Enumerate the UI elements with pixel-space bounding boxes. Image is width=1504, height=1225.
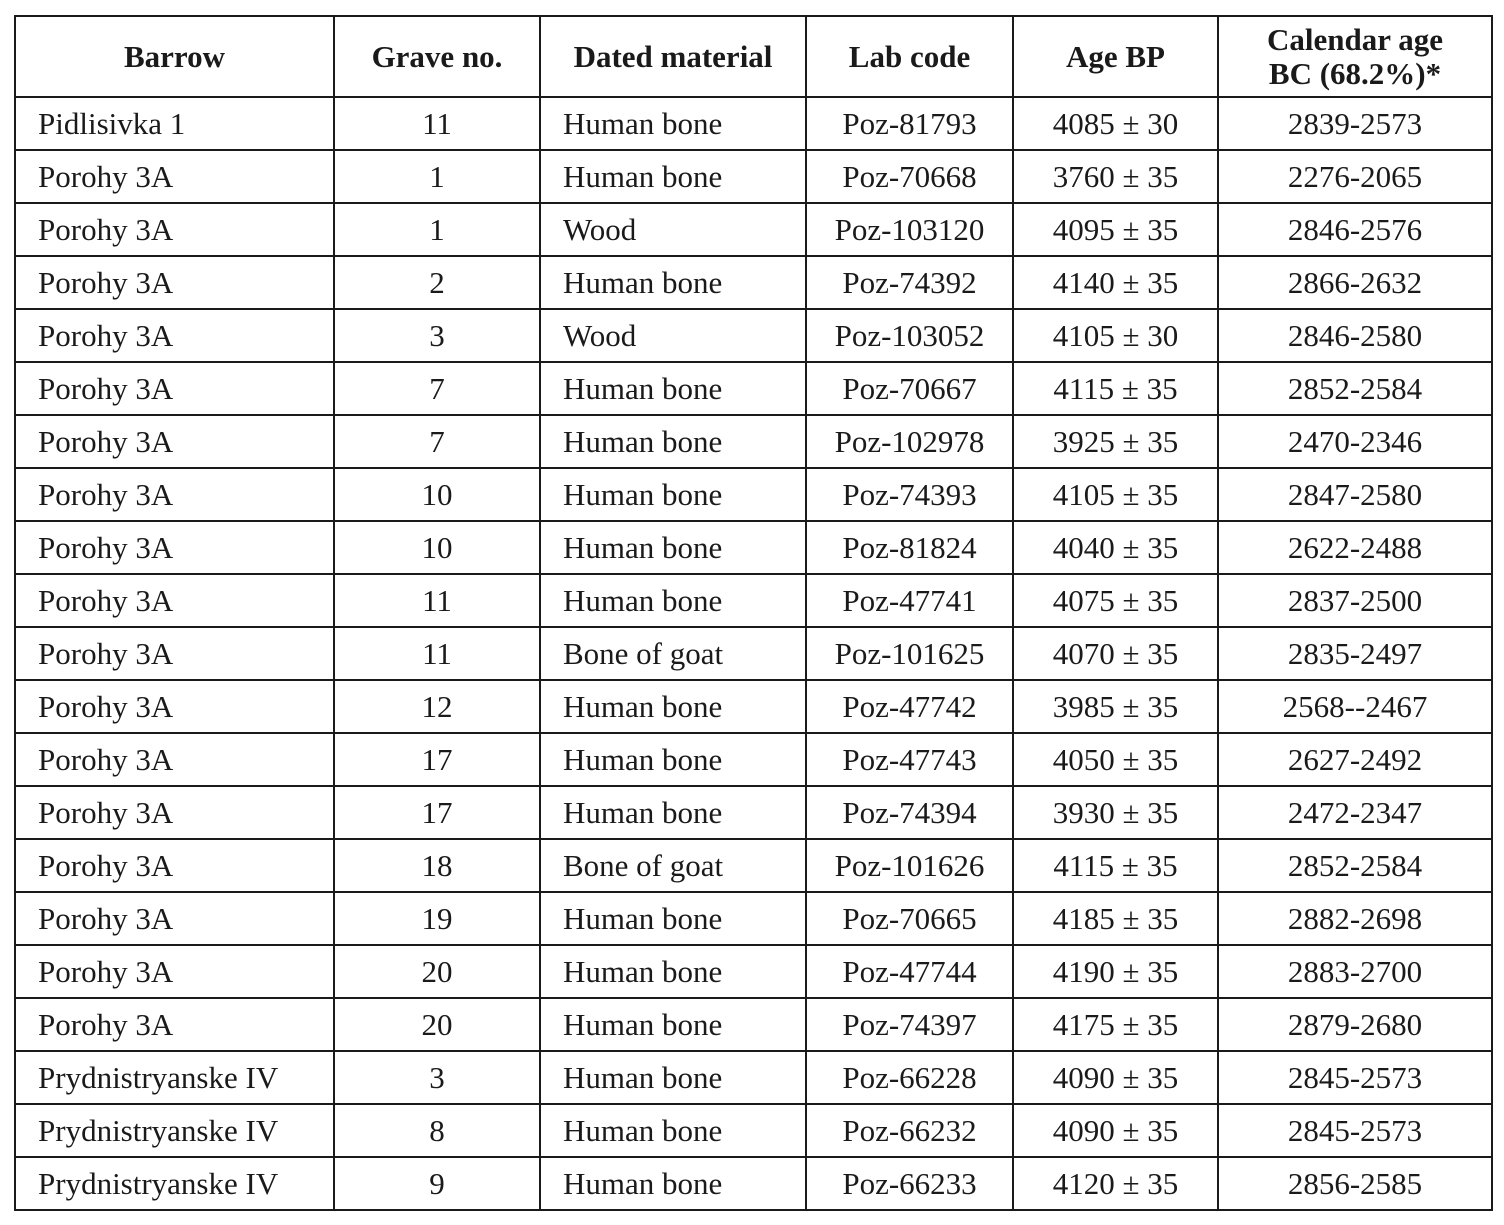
cell-age-bp: 3985 ± 35: [1013, 680, 1218, 733]
cell-age-bp: 4115 ± 35: [1013, 839, 1218, 892]
cell-grave-no: 20: [334, 998, 540, 1051]
cell-lab-code: Poz-66228: [806, 1051, 1013, 1104]
cell-grave-no: 20: [334, 945, 540, 998]
cell-grave-no: 17: [334, 733, 540, 786]
cell-calendar-age: 2845-2573: [1218, 1104, 1492, 1157]
cell-barrow: Porohy 3A: [15, 521, 334, 574]
header-grave-no: Grave no.: [334, 16, 540, 97]
cell-grave-no: 3: [334, 309, 540, 362]
header-barrow: Barrow: [15, 16, 334, 97]
cell-calendar-age: 2627-2492: [1218, 733, 1492, 786]
cell-barrow: Porohy 3A: [15, 680, 334, 733]
cell-lab-code: Poz-74394: [806, 786, 1013, 839]
header-calendar-line1: Calendar age: [1267, 21, 1443, 57]
cell-lab-code: Poz-81824: [806, 521, 1013, 574]
cell-barrow: Porohy 3A: [15, 256, 334, 309]
cell-age-bp: 4120 ± 35: [1013, 1157, 1218, 1210]
cell-age-bp: 4070 ± 35: [1013, 627, 1218, 680]
cell-calendar-age: 2845-2573: [1218, 1051, 1492, 1104]
cell-grave-no: 10: [334, 468, 540, 521]
cell-dated-material: Human bone: [540, 521, 806, 574]
cell-calendar-age: 2852-2584: [1218, 362, 1492, 415]
cell-lab-code: Poz-66232: [806, 1104, 1013, 1157]
table-row: [15, 839, 1492, 892]
cell-grave-no: 18: [334, 839, 540, 892]
cell-grave-no: 11: [334, 627, 540, 680]
cell-calendar-age: 2883-2700: [1218, 945, 1492, 998]
header-dated-material: Dated material: [540, 16, 806, 97]
cell-dated-material: Human bone: [540, 892, 806, 945]
cell-age-bp: 4105 ± 35: [1013, 468, 1218, 521]
cell-calendar-age: 2839-2573: [1218, 97, 1492, 150]
header-calendar-line2: BC (68.2%)*: [1268, 55, 1442, 91]
cell-lab-code: Poz-81793: [806, 97, 1013, 150]
cell-grave-no: 10: [334, 521, 540, 574]
cell-age-bp: 3930 ± 35: [1013, 786, 1218, 839]
cell-dated-material: Human bone: [540, 786, 806, 839]
radiocarbon-dates-table: [14, 15, 1493, 1211]
cell-age-bp: 3925 ± 35: [1013, 415, 1218, 468]
cell-lab-code: Poz-47744: [806, 945, 1013, 998]
cell-dated-material: Human bone: [540, 1157, 806, 1210]
cell-dated-material: Human bone: [540, 150, 806, 203]
cell-barrow: Porohy 3A: [15, 733, 334, 786]
cell-grave-no: 2: [334, 256, 540, 309]
table-row: [15, 415, 1492, 468]
table-row: [15, 468, 1492, 521]
cell-dated-material: Human bone: [540, 415, 806, 468]
cell-lab-code: Poz-70667: [806, 362, 1013, 415]
cell-age-bp: 4115 ± 35: [1013, 362, 1218, 415]
cell-age-bp: 4190 ± 35: [1013, 945, 1218, 998]
cell-barrow: Porohy 3A: [15, 150, 334, 203]
cell-dated-material: Human bone: [540, 468, 806, 521]
cell-calendar-age: 2856-2585: [1218, 1157, 1492, 1210]
cell-grave-no: 1: [334, 150, 540, 203]
cell-age-bp: 4105 ± 30: [1013, 309, 1218, 362]
table-header: [15, 16, 1492, 97]
cell-calendar-age: 2846-2580: [1218, 309, 1492, 362]
cell-grave-no: 11: [334, 574, 540, 627]
cell-dated-material: Human bone: [540, 1104, 806, 1157]
cell-dated-material: Human bone: [540, 362, 806, 415]
cell-dated-material: Wood: [540, 203, 806, 256]
table-row: [15, 945, 1492, 998]
table-row: [15, 256, 1492, 309]
table-row: [15, 1051, 1492, 1104]
cell-age-bp: 4090 ± 35: [1013, 1104, 1218, 1157]
cell-barrow: Porohy 3A: [15, 786, 334, 839]
cell-barrow: Porohy 3A: [15, 998, 334, 1051]
cell-calendar-age: 2568--2467: [1218, 680, 1492, 733]
cell-dated-material: Human bone: [540, 945, 806, 998]
cell-calendar-age: 2622-2488: [1218, 521, 1492, 574]
table-row: [15, 892, 1492, 945]
cell-lab-code: Poz-47741: [806, 574, 1013, 627]
cell-age-bp: 4140 ± 35: [1013, 256, 1218, 309]
cell-lab-code: Poz-103120: [806, 203, 1013, 256]
cell-dated-material: Human bone: [540, 1051, 806, 1104]
cell-age-bp: 4075 ± 35: [1013, 574, 1218, 627]
table-row: [15, 680, 1492, 733]
cell-calendar-age: 2866-2632: [1218, 256, 1492, 309]
table-row: [15, 1157, 1492, 1210]
header-calendar-age: [1218, 16, 1492, 97]
cell-calendar-age: 2837-2500: [1218, 574, 1492, 627]
cell-age-bp: 4085 ± 30: [1013, 97, 1218, 150]
cell-age-bp: 4090 ± 35: [1013, 1051, 1218, 1104]
cell-lab-code: Poz-74392: [806, 256, 1013, 309]
header-lab-code: Lab code: [806, 16, 1013, 97]
cell-dated-material: Human bone: [540, 733, 806, 786]
cell-age-bp: 4040 ± 35: [1013, 521, 1218, 574]
cell-calendar-age: 2470-2346: [1218, 415, 1492, 468]
cell-barrow: Porohy 3A: [15, 203, 334, 256]
cell-calendar-age: 2835-2497: [1218, 627, 1492, 680]
cell-dated-material: Human bone: [540, 998, 806, 1051]
table-row: [15, 574, 1492, 627]
cell-grave-no: 12: [334, 680, 540, 733]
table-row: [15, 1104, 1492, 1157]
header-age-bp: Age BP: [1013, 16, 1218, 97]
cell-lab-code: Poz-47742: [806, 680, 1013, 733]
cell-grave-no: 3: [334, 1051, 540, 1104]
cell-calendar-age: 2847-2580: [1218, 468, 1492, 521]
cell-barrow: Porohy 3A: [15, 574, 334, 627]
table-row: [15, 733, 1492, 786]
cell-calendar-age: 2276-2065: [1218, 150, 1492, 203]
table-row: [15, 309, 1492, 362]
table-row: [15, 521, 1492, 574]
cell-grave-no: 7: [334, 362, 540, 415]
cell-barrow: Porohy 3A: [15, 892, 334, 945]
cell-lab-code: Poz-74393: [806, 468, 1013, 521]
cell-dated-material: Human bone: [540, 574, 806, 627]
cell-barrow: Prydnistryanske IV: [15, 1051, 334, 1104]
table-row: [15, 150, 1492, 203]
cell-dated-material: Human bone: [540, 97, 806, 150]
cell-calendar-age: 2882-2698: [1218, 892, 1492, 945]
cell-lab-code: Poz-70665: [806, 892, 1013, 945]
cell-barrow: Porohy 3A: [15, 362, 334, 415]
cell-grave-no: 7: [334, 415, 540, 468]
cell-lab-code: Poz-47743: [806, 733, 1013, 786]
cell-grave-no: 17: [334, 786, 540, 839]
table-row: [15, 998, 1492, 1051]
cell-lab-code: Poz-102978: [806, 415, 1013, 468]
cell-grave-no: 1: [334, 203, 540, 256]
table-row: [15, 203, 1492, 256]
cell-lab-code: Poz-74397: [806, 998, 1013, 1051]
table-row: [15, 97, 1492, 150]
table-row: [15, 362, 1492, 415]
cell-barrow: Prydnistryanske IV: [15, 1104, 334, 1157]
cell-grave-no: 9: [334, 1157, 540, 1210]
cell-barrow: Pidlisivka 1: [15, 97, 334, 150]
cell-barrow: Porohy 3A: [15, 627, 334, 680]
cell-calendar-age: 2852-2584: [1218, 839, 1492, 892]
cell-barrow: Prydnistryanske IV: [15, 1157, 334, 1210]
cell-age-bp: 3760 ± 35: [1013, 150, 1218, 203]
cell-barrow: Porohy 3A: [15, 415, 334, 468]
cell-lab-code: Poz-101625: [806, 627, 1013, 680]
cell-age-bp: 4175 ± 35: [1013, 998, 1218, 1051]
cell-lab-code: Poz-70668: [806, 150, 1013, 203]
cell-grave-no: 8: [334, 1104, 540, 1157]
cell-age-bp: 4095 ± 35: [1013, 203, 1218, 256]
cell-dated-material: Bone of goat: [540, 839, 806, 892]
cell-barrow: Porohy 3A: [15, 309, 334, 362]
cell-calendar-age: 2846-2576: [1218, 203, 1492, 256]
cell-age-bp: 4050 ± 35: [1013, 733, 1218, 786]
table-row: [15, 627, 1492, 680]
header-row: [15, 16, 1492, 97]
cell-dated-material: Wood: [540, 309, 806, 362]
cell-calendar-age: 2472-2347: [1218, 786, 1492, 839]
cell-grave-no: 19: [334, 892, 540, 945]
cell-lab-code: Poz-66233: [806, 1157, 1013, 1210]
cell-lab-code: Poz-101626: [806, 839, 1013, 892]
cell-dated-material: Human bone: [540, 680, 806, 733]
table-row: [15, 786, 1492, 839]
table-body: [15, 97, 1492, 1210]
cell-calendar-age: 2879-2680: [1218, 998, 1492, 1051]
cell-dated-material: Bone of goat: [540, 627, 806, 680]
cell-dated-material: Human bone: [540, 256, 806, 309]
cell-barrow: Porohy 3A: [15, 839, 334, 892]
cell-lab-code: Poz-103052: [806, 309, 1013, 362]
cell-age-bp: 4185 ± 35: [1013, 892, 1218, 945]
cell-grave-no: 11: [334, 97, 540, 150]
cell-barrow: Porohy 3A: [15, 945, 334, 998]
cell-barrow: Porohy 3A: [15, 468, 334, 521]
